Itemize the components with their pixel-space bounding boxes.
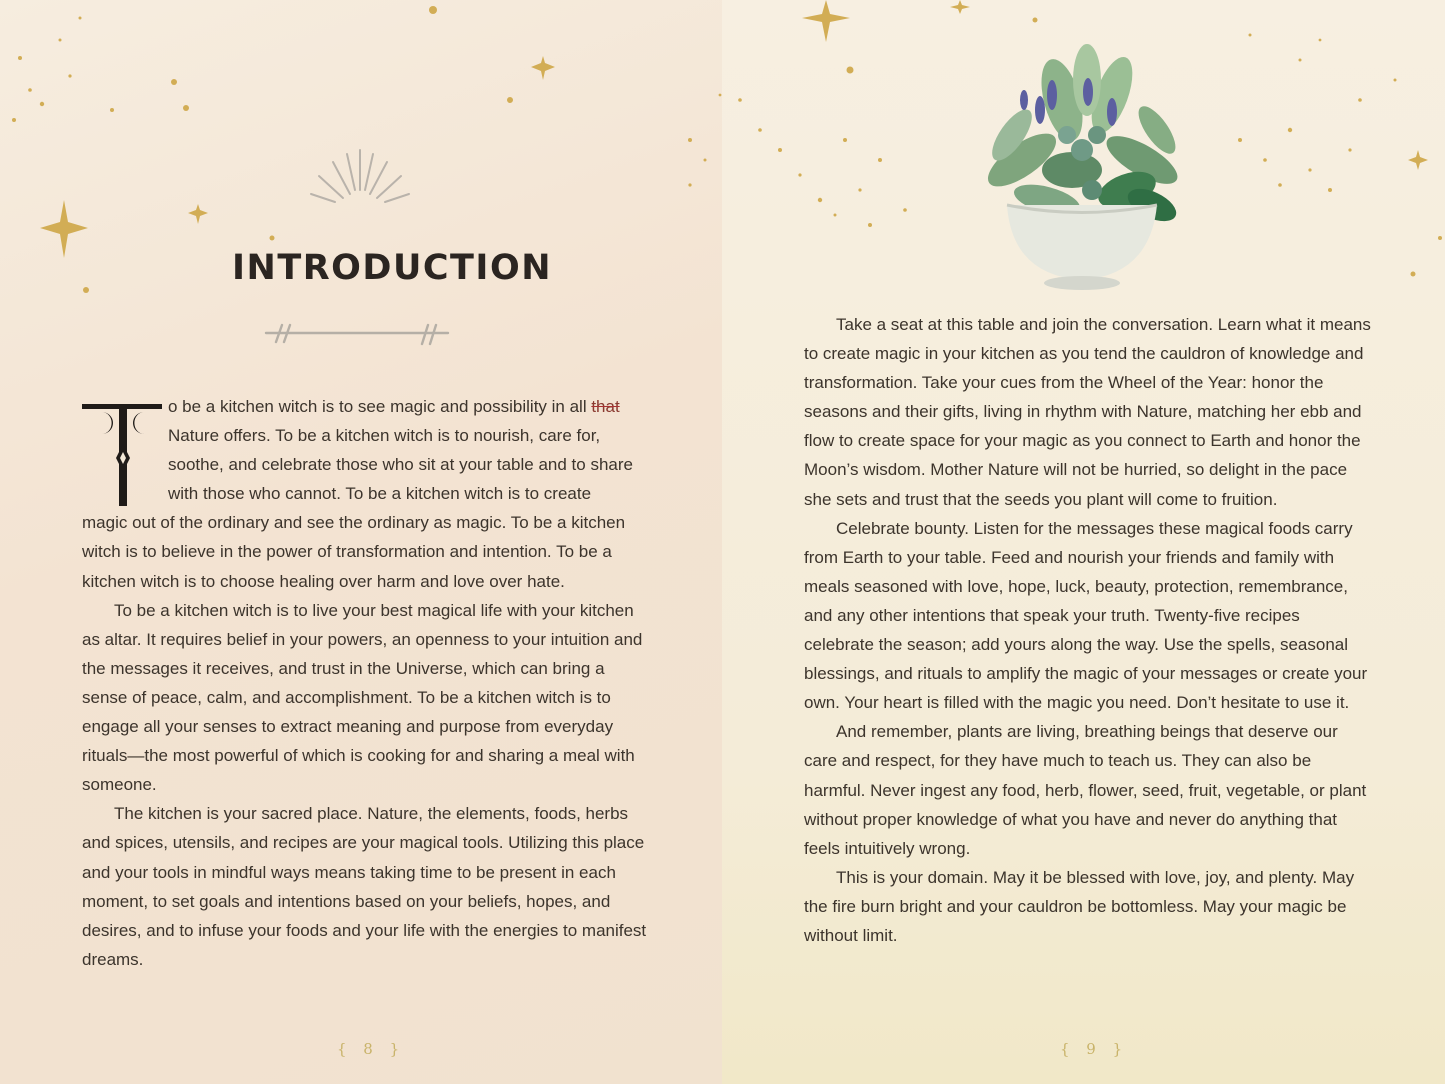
first-line-4: with those who cannot. To be a kitchen witch is to create — [168, 484, 592, 504]
first-paragraph — [82, 392, 652, 596]
right-body-text — [804, 310, 1374, 950]
paragraph: Celebrate bounty. Listen for the messages these magical foods carry from Earth to your table. Feed and nourish your friends and family with meals seasoned with love, hope, luck, beauty, protection, remembrance, and any other intentions that speak your truth. Twenty-five recipes celebrate the season; add yours along the way. Use the spells, seasonal blessings, and rituals to amplify the magic of your messages or create your own. Your heart is filled with the magic you need. Don’t hesitate to use it. — [804, 518, 1368, 713]
struck-word: that — [591, 397, 620, 416]
page-number-left: { 8 } — [337, 1040, 406, 1058]
left-body-text — [82, 392, 652, 974]
page-title: INTRODUCTION — [232, 248, 552, 288]
first-line-3: soothe, and celebrate those who sit at your table and to share — [168, 455, 633, 475]
paragraph: Take a seat at this table and join the conversation. Learn what it means to create magic in your kitchen as you tend the cauldron of knowledge and transformation. Take your cues from the Wheel of the Year: honor the seasons and their gifts, living in rhythm with Nature, matching her ebb and flow to create space for your magic as you connect to Earth and honor the Moon’s wisdom. Mother Nature will not be hurried, so delight in the pace she sets and trust that the seeds you plant will come to fruition. — [804, 315, 1371, 509]
paragraph: This is your domain. May it be blessed with love, joy, and plenty. May the fire burn bright and your cauldron be bottomless. May your magic be without limit. — [804, 867, 1355, 945]
sunburst-ornament — [305, 140, 415, 210]
first-line-2: Nature offers. To be a kitchen witch is to nourish, care for, — [168, 426, 601, 446]
page-number-right: { 9 } — [1060, 1040, 1129, 1058]
herb-bowl-illustration — [952, 40, 1210, 295]
paragraph: To be a kitchen witch is to live your best magical life with your kitchen as altar. It requires belief in your powers, an openness to your intuition and the messages it receives, and trust in the Universe, which can bring a sense of peace, calm, and accomplishment. To be a kitchen witch is to engage all your senses to extract meaning and purpose from everyday rituals—the most powerful of which is cooking for and sharing a meal with someone. — [82, 600, 643, 795]
paragraph: And remember, plants are living, breathing beings that deserve our care and respect, for they have much to teach us. They can also be harmful. Never ingest any food, herb, flower, seed, fruit, vegetable, or plant without proper knowledge of what you have and never do anything that feels intuitively wrong. — [804, 722, 1367, 858]
first-line-1: o be a kitchen witch is to see magic and possibility in all that — [168, 397, 620, 416]
paragraph: The kitchen is your sacred place. Nature, the elements, foods, herbs and spices, utensils, and recipes are your magical tools. Utilizing this place and your tools in mindful ways means taking time to be present in each moment, to set goals and intentions based on your beliefs, hopes, and desires, and to infuse your foods and your life with the energies to manifest dreams. — [82, 804, 647, 969]
first-paragraph-rest: magic out of the ordinary and see the ordinary as magic. To be a kitchen witch is to believe in the power of transformation and intention. To be a kitchen witch is to choose healing over harm and love over hate. — [82, 513, 626, 591]
drop-cap-t-moon-icon — [82, 400, 162, 510]
divider-ornament — [262, 320, 452, 350]
